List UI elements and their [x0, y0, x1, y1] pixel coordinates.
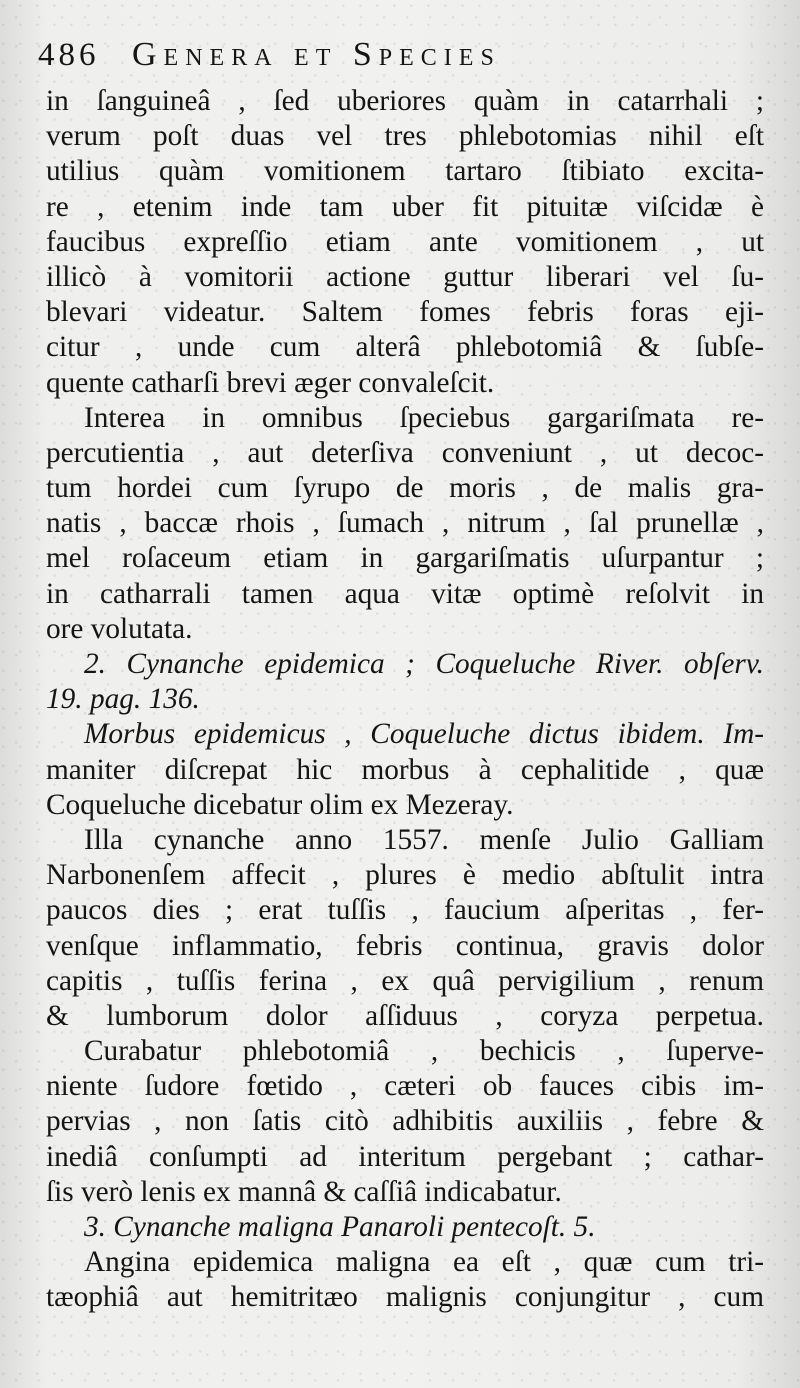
text-line: verum poſt duas vel tres phlebotomias nihil eſt — [46, 120, 764, 153]
text-line: faucibus expreſſio etiam ante vomitionem , ut — [46, 225, 764, 258]
text-line: blevari videatur. Saltem fomes febris foras eji- — [46, 296, 764, 329]
text-line: quente catharſi brevi æger convaleſcit. — [46, 366, 495, 399]
text-line: ſis verò lenis ex mannâ & caſſiâ indicabatur. — [46, 1175, 562, 1208]
body-text — [46, 84, 764, 1316]
text-line: illicò à vomitorii actione guttur liberari vel ſu- — [46, 260, 764, 293]
text-line: maniter diſcrepat hic morbus à cephalitide , quæ — [46, 753, 764, 786]
text-line: Interea in omnibus ſpeciebus gargariſmata re- — [84, 401, 764, 434]
page-header — [38, 36, 758, 88]
text-line: Morbus epidemicus , Coqueluche dictus ibidem. Im- — [84, 718, 764, 751]
text-line: tum hordei cum ſyrupo de moris , de malis gra- — [46, 472, 764, 505]
text-line: & lumborum dolor aſſiduus , coryza perpetua. — [46, 999, 764, 1032]
text-line: percutientia , aut deterſiva conveniunt , ut decoc- — [46, 436, 764, 469]
text-line: Narbonenſem affecit , plures è medio abſtulit intra — [46, 859, 764, 892]
text-line: niente ſudore fœtido , cæteri ob fauces cibis im- — [46, 1070, 764, 1103]
text-line: natis , baccæ rhois , ſumach , nitrum , ſal prunellæ , — [46, 507, 764, 540]
text-line: utilius quàm vomitionem tartaro ſtibiato excita- — [46, 155, 764, 188]
text-line: 3. Cynanche maligna Panaroli pentecoſt. 5. — [84, 1211, 596, 1243]
text-line: citur , unde cum alterâ phlebotomiâ & ſubſe- — [46, 331, 764, 364]
text-line: 19. pag. 136. — [46, 683, 200, 716]
page-number: 486 — [38, 37, 100, 73]
text-line: 2. Cynanche epidemica ; Coqueluche River. obſerv. — [84, 648, 764, 680]
text-line: venſque inflammatio, febris continua, gravis dolor — [46, 929, 764, 962]
text-line: ore volutata. — [46, 612, 193, 645]
text-line: inediâ conſumpti ad interitum pergebant ; cathar- — [46, 1140, 764, 1173]
text-line: in ſanguineâ , ſed uberiores quàm in catarrhali ; — [46, 85, 764, 117]
text-line: Illa cynanche anno 1557. menſe Julio Galliam — [84, 823, 764, 856]
text-line: mel roſaceum etiam in gargariſmatis uſurpantur ; — [46, 542, 764, 575]
text-line: capitis , tuſſis ferina , ex quâ pervigilium , renum — [46, 964, 764, 997]
text-line: tæophiâ aut hemitritæo malignis conjungitur , cum — [46, 1281, 764, 1314]
text-line: paucos dies ; erat tuſſis , faucium aſperitas , fer- — [46, 894, 764, 927]
text-line: Curabatur phlebotomiâ , bechicis , ſuperve- — [84, 1035, 764, 1068]
running-head: Genera et Species — [132, 36, 501, 73]
text-line: in catharrali tamen aqua vitæ optimè reſolvit in — [46, 577, 764, 610]
text-line: Coqueluche dicebatur olim ex Mezeray. — [46, 788, 514, 821]
text-line: re , etenim inde tam uber fit pituitæ viſcidæ è — [46, 190, 764, 223]
text-line: pervias , non ſatis citò adhibitis auxiliis , febre & — [46, 1105, 764, 1138]
text-line: Angina epidemica maligna ea eſt , quæ cum tri- — [84, 1246, 764, 1279]
